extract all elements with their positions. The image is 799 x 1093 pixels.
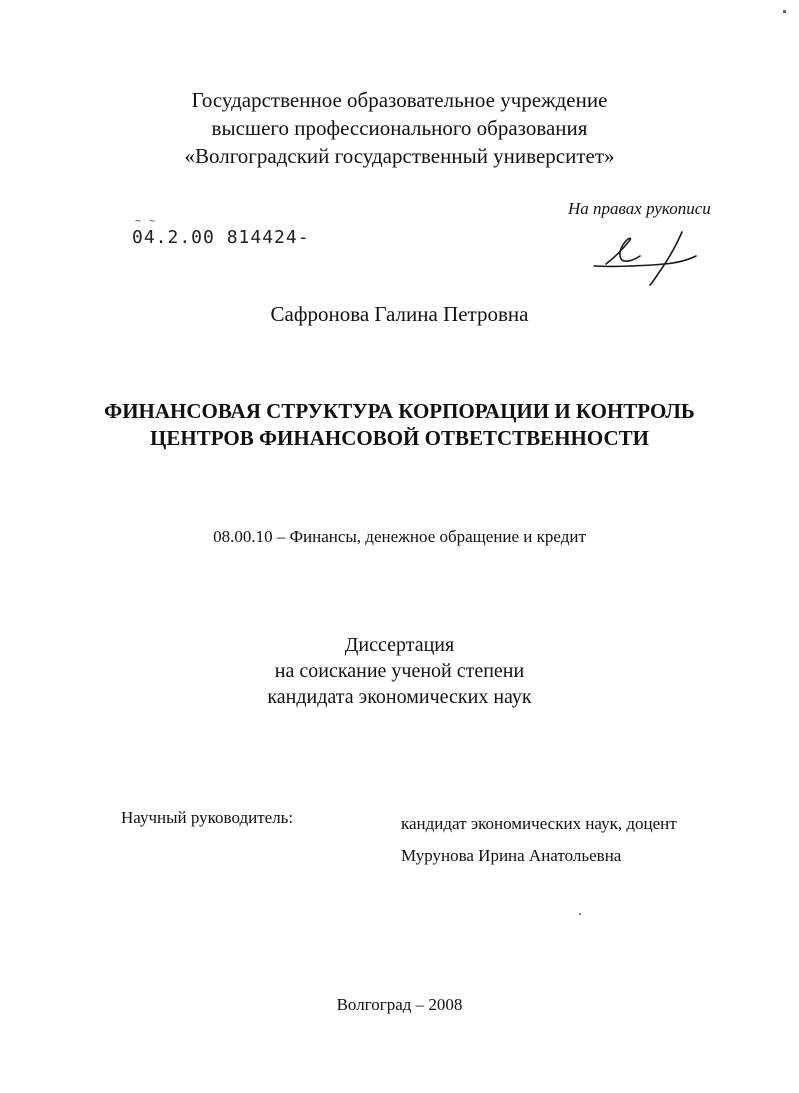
title-line-2: ЦЕНТРОВ ФИНАНСОВОЙ ОТВЕТСТВЕННОСТИ [150,426,649,450]
degree-line-3: кандидата экономических наук [267,686,532,708]
degree-line-2: на соискание ученой степени [274,660,525,682]
supervisor-credentials: кандидат экономических наук, доцент [401,814,677,833]
supervisor-name: Мурунова Ирина Анатольевна [401,846,622,865]
title-line-1: ФИНАНСОВАЯ СТРУКТУРА КОРПОРАЦИИ И КОНТРОЛЬ [104,399,695,423]
registration-stamp-number: 04.2.00 814424- [132,227,310,248]
institution-header [0,86,799,170]
city-year-footer: Волгоград – 2008 [336,995,463,1014]
signature-image [592,228,702,286]
supervisor-info [401,808,677,872]
scan-artifact [783,10,786,13]
supervisor-label: Научный руководитель: [121,808,294,827]
author-name: Сафронова Галина Петровна [270,302,529,326]
stamp-tick-marks: ~ ~ [135,216,157,227]
manuscript-rights-notice: На правах рукописи [568,199,711,218]
specialty-code: 08.00.10 – Финансы, денежное обращение и кредит [213,527,586,546]
institution-line-2: высшего профессионального образования [211,116,588,140]
institution-line-1: Государственное образовательное учреждение [191,88,608,112]
institution-line-3: «Волгоградский государственный университет» [184,144,615,168]
dissertation-title [0,398,799,452]
degree-block [0,632,799,710]
scan-artifact-dot [579,913,581,915]
degree-line-1: Диссертация [344,634,455,656]
